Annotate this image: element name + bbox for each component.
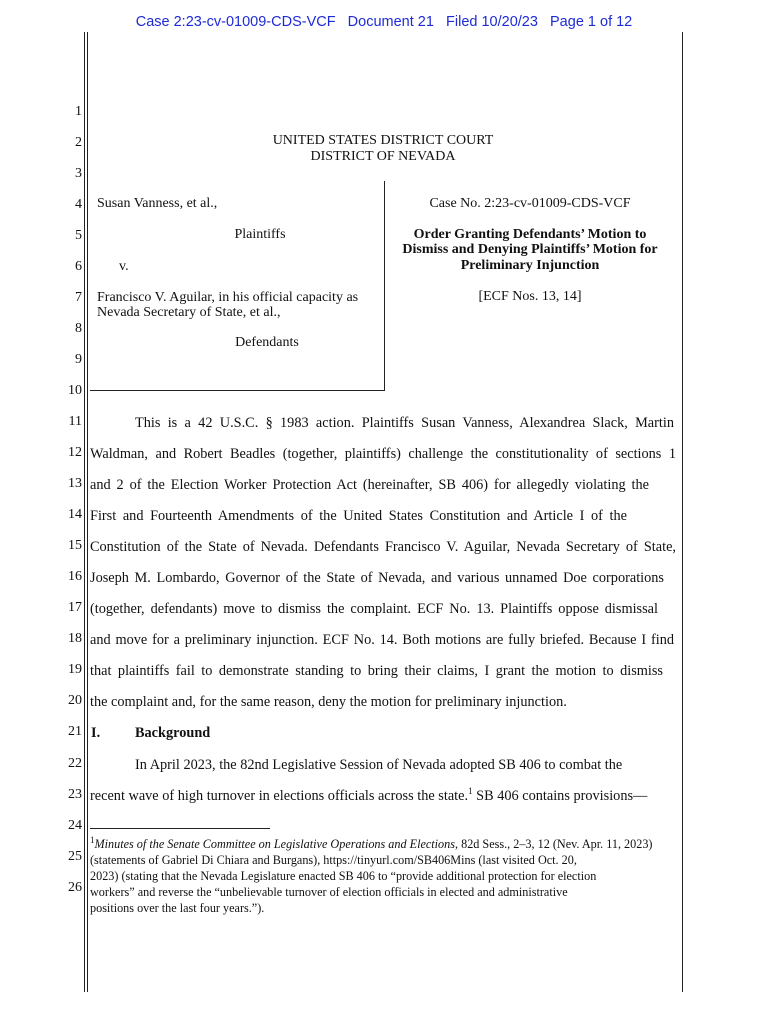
line-number: 25 xyxy=(68,849,82,864)
body-line: This is a 42 U.S.C. § 1983 action. Plaintiffs Susan Vanness, Alexandrea Slack, Martin xyxy=(135,415,674,431)
footnote xyxy=(90,836,670,916)
left-margin-rule-outer xyxy=(84,32,85,992)
versus: v. xyxy=(119,259,129,274)
line-number: 2 xyxy=(75,135,82,150)
court-name: UNITED STATES DISTRICT COURT xyxy=(272,133,494,148)
body-line: Constitution of the State of Nevada. Defendants Francisco V. Aguilar, Nevada Secretary of State, xyxy=(90,539,676,555)
line-number: 13 xyxy=(68,476,82,491)
header-case-ref: Case 2:23-cv-01009-CDS-VCF xyxy=(135,14,336,30)
line-number: 21 xyxy=(68,724,82,739)
footnote-reference[interactable]: 1 xyxy=(468,786,473,797)
footnote-separator xyxy=(90,828,270,829)
background-line-2-text: recent wave of high turnover in elections officials across the state. xyxy=(90,788,469,804)
line-number: 1 xyxy=(75,104,82,119)
line-number: 19 xyxy=(68,662,82,677)
line-number: 15 xyxy=(68,538,82,553)
line-number: 5 xyxy=(75,228,82,243)
line-number: 6 xyxy=(75,259,82,274)
body-line: First and Fourteenth Amendments of the United States Constitution and Article I of the xyxy=(90,508,627,524)
line-number: 18 xyxy=(68,631,82,646)
body-line: (together, defendants) move to dismiss the complaint. ECF No. 13. Plaintiffs oppose dismissal xyxy=(90,601,658,617)
section-title: Background xyxy=(135,725,211,741)
footnote-line-1 xyxy=(90,836,670,852)
header-document: Document 21 xyxy=(347,14,434,30)
line-number: 22 xyxy=(68,756,82,771)
order-title-line-1: Order Granting Defendants’ Motion to xyxy=(413,227,647,242)
defendants-name-line-1: Francisco V. Aguilar, in his official capacity as xyxy=(97,290,359,305)
footnote-line-1-rest: , 82d Sess., 2–3, 12 (Nev. Apr. 11, 2023) xyxy=(455,837,653,851)
line-number: 7 xyxy=(75,290,82,305)
line-number: 14 xyxy=(68,507,82,522)
caption-bottom-rule xyxy=(90,390,385,391)
line-number: 17 xyxy=(68,600,82,615)
line-number: 24 xyxy=(68,818,82,833)
line-number: 8 xyxy=(75,321,82,336)
footnote-line-2: (statements of Gabriel Di Chiara and Burgans), https://tinyurl.com/SB406Mins (last visited Oct. 20, xyxy=(90,853,577,867)
background-line-1: In April 2023, the 82nd Legislative Session of Nevada adopted SB 406 to combat the xyxy=(135,757,623,773)
header-page: Page 1 of 12 xyxy=(550,14,633,30)
court-district: DISTRICT OF NEVADA xyxy=(310,149,456,164)
line-number: 11 xyxy=(68,414,82,429)
body-line: the complaint and, for the same reason, deny the motion for preliminary injunction. xyxy=(90,694,567,710)
header-filed: Filed 10/20/23 xyxy=(446,14,538,30)
line-number: 26 xyxy=(68,880,82,895)
caption-divider xyxy=(384,181,385,391)
line-number: 12 xyxy=(68,445,82,460)
footnote-title: Minutes of the Senate Committee on Legislative Operations and Elections xyxy=(94,837,455,851)
line-number: 16 xyxy=(68,569,82,584)
body-line: Joseph M. Lombardo, Governor of the State of Nevada, and various unnamed Doe corporations xyxy=(90,570,664,586)
case-header xyxy=(0,14,768,30)
right-margin-rule xyxy=(682,32,683,992)
body-line: and move for a preliminary injunction. ECF No. 14. Both motions are fully briefed. Because I find xyxy=(90,632,674,648)
order-title-line-2: Dismiss and Denying Plaintiffs’ Motion for xyxy=(402,242,658,257)
left-margin-rule-inner xyxy=(87,32,88,992)
footnote-marker: 1 xyxy=(90,834,95,845)
footnote-line-4: workers” and reverse the “unbelievable turnover of election officials in elected and administrative xyxy=(90,885,568,899)
order-title-line-3: Preliminary Injunction xyxy=(460,258,600,273)
line-number: 3 xyxy=(75,166,82,181)
section-number: I. xyxy=(91,725,101,741)
line-number: 20 xyxy=(68,693,82,708)
defendants-label: Defendants xyxy=(235,335,299,350)
body-line: that plaintiffs fail to demonstrate standing to bring their claims, I grant the motion to dismiss xyxy=(90,663,663,679)
line-number: 23 xyxy=(68,787,82,802)
case-number: Case No. 2:23-cv-01009-CDS-VCF xyxy=(429,196,631,211)
line-number: 9 xyxy=(75,352,82,367)
line-number: 4 xyxy=(75,197,82,212)
body-line: and 2 of the Election Worker Protection Act (hereinafter, SB 406) for allegedly violating the xyxy=(90,477,649,493)
footnote-line-3: 2023) (stating that the Nevada Legislature enacted SB 406 to “provide additional protection for election xyxy=(90,869,597,883)
plaintiffs-label: Plaintiffs xyxy=(234,227,286,242)
background-line-2-rest: SB 406 contains provisions— xyxy=(472,788,648,804)
background-line-2 xyxy=(90,787,676,805)
plaintiffs-name: Susan Vanness, et al., xyxy=(97,196,218,211)
footnote-line-5: positions over the last four years.”). xyxy=(90,901,265,915)
ecf-reference: [ECF Nos. 13, 14] xyxy=(478,289,582,304)
defendants-name-line-2: Nevada Secretary of State, et al., xyxy=(97,305,281,320)
body-line: Waldman, and Robert Beadles (together, plaintiffs) challenge the constitutionality of sections 1 xyxy=(90,446,676,462)
line-number: 10 xyxy=(68,383,82,398)
